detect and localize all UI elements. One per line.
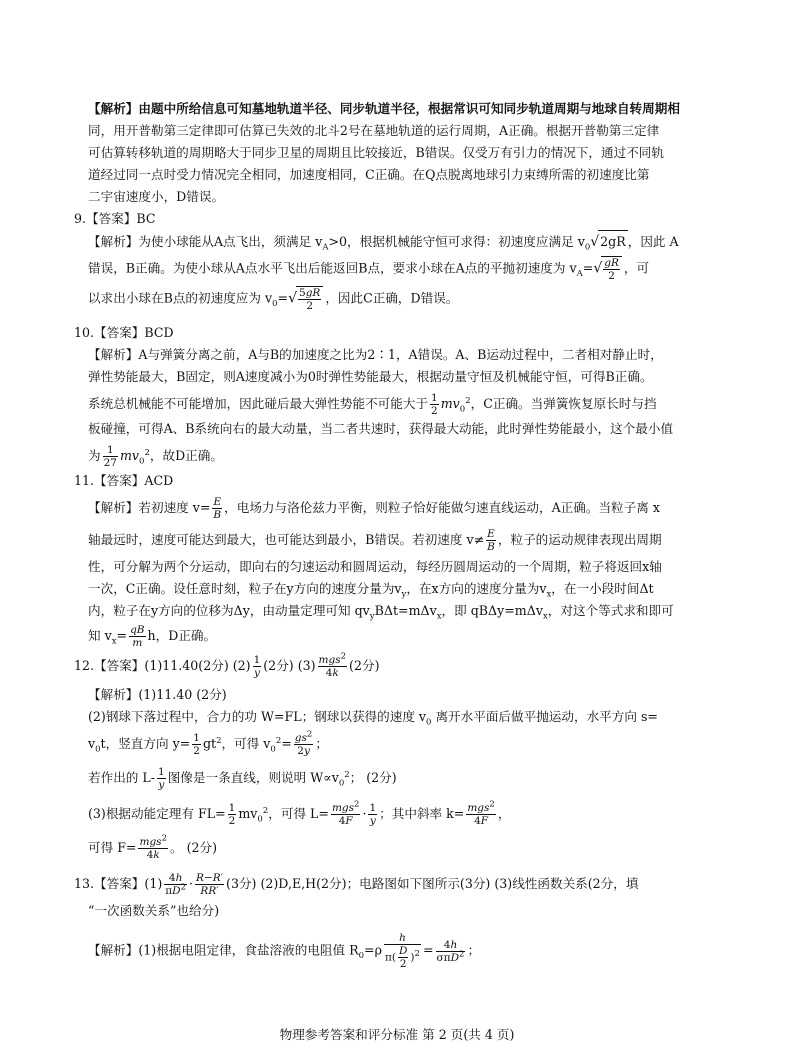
intro-line-1: 【解析】由题中所给信息可知墓地轨道半径、同步轨道半径，根据常识可知同步轨道周期与地球自转周期相 [88, 101, 680, 116]
intro-line-2: 同，用开普勒第三定律即可估算已失效的北斗2号在墓地轨道的运行周期，A正确。根据开普勒第三定律 [88, 123, 660, 138]
q12-analysis-line-3: $v_0t$，竖直方向 y= $\frac{1}{2}$ $gt^2$，可得 $v_0^2=$ $\frac{gs^2}{2y}$ ； [88, 729, 328, 757]
q10-analysis-line-5: 为 $\frac{1}{27}$ $mv_0^2$，故D正确。 [88, 444, 223, 469]
q13-answer-line-1: 13.【答案】(1) $\frac{4h}{\pi D^2}$ · $\frac{R-R'}{RR'}$ (3分) (2)D,E,H(2分)；电路图如下图所示(3分) (3)线性函数关系(2分，填 [74, 872, 639, 897]
q13-answer-line-2: “一次函数关系”也给分) [88, 903, 220, 918]
q9-analysis-line-1: 【解析】为使小球能从A点飞出，须满足 $v_A>0$，根据机械能守恒可求得：初速度应满足 $v_0√2gR$ ，因此 A [88, 230, 679, 253]
q9-answer: 9.【答案】BC [74, 211, 156, 226]
q11-analysis-line-2: 轴最远时，速度可能达到最大，也可能达到最小，B错误。若初速度 v≠ $\frac{E}{B}$ ，粒子的运动规律表现出周期 [88, 528, 662, 553]
q11-answer: 11.【答案】ACD [74, 473, 174, 488]
q12-analysis-line-2: (2)钢球下落过程中，合力的功 W=FL；钢球以获得的速度 $v_0$ 离开水平面后做平抛运动，水平方向 s= [88, 709, 658, 728]
q10-answer: 10.【答案】BCD [74, 325, 174, 340]
q9-analysis-line-2: 错误，B正确。为使小球从A点水平飞出后能返回B点，要求小球在A点的平抛初速度为 $v_A=√$ $\frac{gR}{2}$ ，可 [88, 257, 650, 282]
page-footer: 物理参考答案和评分标准 第 2 页(共 4 页) [279, 1027, 515, 1042]
q10-analysis-line-4: 板碰撞，可得A、B系统向右的最大动量，当二者共速时，获得最大动能，此时弹性势能最小，这个最小值 [88, 421, 674, 436]
q10-analysis-line-2: 弹性势能最大，B固定，则A速度减小为0时弹性势能最大，根据动量守恒及机械能守恒，可得B正确。 [88, 369, 653, 384]
intro-line-3: 可估算转移轨道的周期略大于同步卫星的周期且比较接近，B错误。仅受万有引力的情况下，通过不同轨 [88, 145, 664, 160]
q13-analysis-line-1: 【解析】(1)根据电阻定律，食盐溶液的电阻值 $R_0=\rho$ h π( $\frac{D}{2}$ )$^2$ = 4h σπD$^2$ ； [88, 932, 481, 970]
q10-analysis-line-3: 系统总机械能不可能增加，因此碰后最大弹性势能不可能大于 $\frac{1}{2}$ $mv_0^2$，C正确。当弹簧恢复原长时与挡 [88, 392, 657, 417]
q11-analysis-line-4: 一次，C正确。设任意时刻，粒子在y方向的速度分量为$v_y$，在x方向的速度分量为$v_x$，在一小段时间Δt [88, 581, 654, 600]
q11-analysis-line-6: 知 $v_x=$ $\frac{qB}{m}$ h，D正确。 [88, 624, 217, 649]
q12-analysis-line-1: 【解析】(1)11.40 (2分) [88, 687, 227, 702]
q12-analysis-line-6: 可得 F= mgs$^2$ 4k 。 (2分) [88, 833, 218, 861]
q11-analysis-line-5: 内，粒子在y方向的位移为Δy，由动量定理可知 $qv_yB\Delta t=m\Delta v_x$，即 qBΔy=mΔv$_x$，对这个等式求和即可 [88, 603, 674, 622]
q9-analysis-line-3: 以求出小球在B点的初速度应为 $v_0=√$ $\frac{5gR}{2}$ ，因此C正确，D错误。 [88, 287, 459, 312]
q10-analysis-line-1: 【解析】A与弹簧分离之前，A与B的加速度之比为2∶1，A错误。A、B运动过程中，二者相对静止时， [88, 347, 663, 362]
q11-analysis-line-3: 性，可分解为两个分运动，即向右的匀速运动和圆周运动，每经历圆周运动的一个周期，粒子将返回x轴 [88, 559, 662, 574]
intro-line-5: 二宇宙速度小，D错误。 [88, 189, 225, 204]
q12-analysis-line-5: (3)根据动能定理有 FL= $\frac{1}{2}$ $mv_0^2$，可得 L= mgs$^2$ 4F · $\frac{1}{y}$ ；其中斜率 k= mgs$^2$ 4F ， [88, 799, 511, 827]
q11-analysis-line-1: 【解析】若初速度 v= $\frac{E}{B}$ ，电场力与洛伦兹力平衡，则粒子恰好能做匀速直线运动，A正确。当粒子离 x [88, 496, 660, 521]
q12-analysis-line-4: 若作出的 L- $\frac{1}{y}$ 图像是一条直线，则说明 $W\propto v_0^2$； (2分) [88, 766, 397, 791]
q12-answer: 12.【答案】(1)11.40(2分) (2) $\frac{1}{y}$ (2分) (3) mgs$^2$ 4k (2分) [74, 651, 380, 679]
intro-line-4: 道经过同一点时受力情况完全相同，加速度相同，C正确。在Q点脱离地球引力束缚所需的初速度比第 [88, 167, 650, 182]
